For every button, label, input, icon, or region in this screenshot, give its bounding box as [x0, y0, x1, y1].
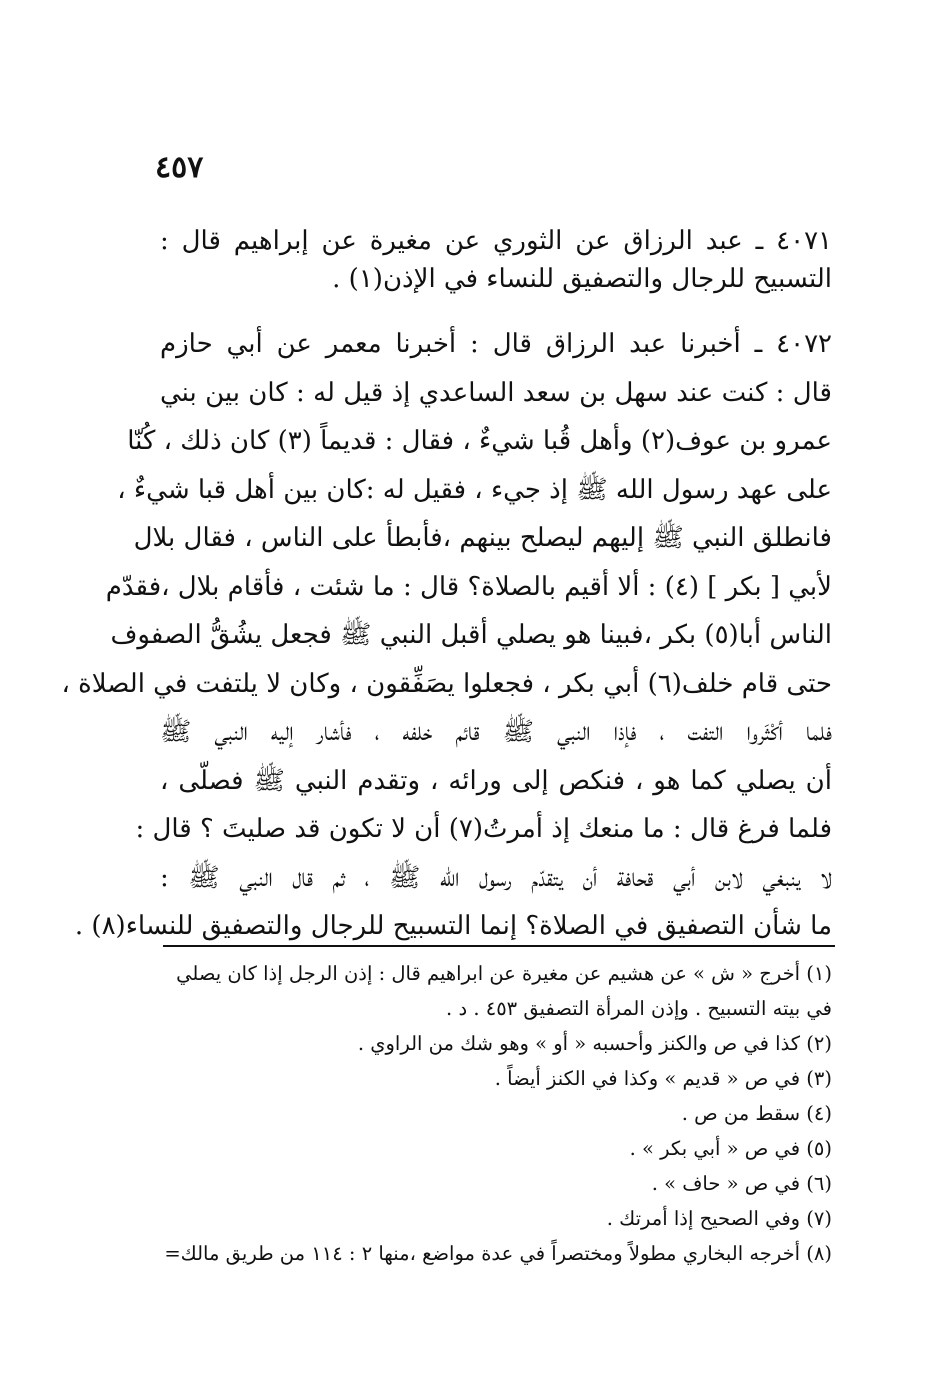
text-line: قال : كنت عند سهل بن سعد الساعدي إذ قيل له : كان بين بني — [160, 377, 832, 408]
text-line: ٤٠٧٢ ـ أخبرنا عبد الرزاق قال : أخبرنا معمر عن أبي حازم — [160, 329, 832, 359]
footnote-4: (٤) سقط من ص . — [681, 1102, 832, 1125]
text-line: فلما أكْثَروا التفت ، فإذا النبي ﷺ قائم خلفه ، فأشار إليه النبي ﷺ — [160, 717, 832, 747]
text-line: ما شأن التصفيق في الصلاة؟ إنما التسبيح للرجال والتصفيق للنساء(٨) . — [74, 911, 832, 941]
footnote-5: (٥) في ص « أبي بكر » . — [629, 1137, 832, 1160]
footnote-2: (٢) كذا في ص والكنز وأحسبه « أو » وهو شك من الراوي . — [357, 1032, 832, 1055]
text-line: حتى قام خلف(٦) أبي بكر ، فجعلوا يصَفِّقون ، وكان لا يلتفت في الصلاة ، — [61, 668, 832, 699]
footnote-3: (٣) في ص « قديم » وكذا في الكنز أيضاً . — [494, 1067, 832, 1090]
hadith-4072 — [61, 320, 832, 951]
page-number: ٤٥٧ — [155, 150, 204, 185]
text-line: على عهد رسول الله ﷺ إذ جيء ، فقيل له :كان بين أهل قبا شيءٌ ، — [117, 474, 832, 505]
text-line: لا ينبغي لابن أبي قحافة أن يتقدّم رسول الله ﷺ ، ثم قال النبي ﷺ : — [160, 862, 832, 893]
footnote-1-continued: في بيته التسبيح . وإذن المرأة التصفيق ٤٥٣ . د . — [446, 997, 832, 1020]
text-line: فلما فرغ قال : ما منعك إذ أمرتُ(٧) أن لا تكون قد صليتَ ؟ قال : — [135, 814, 832, 844]
main-text — [61, 222, 832, 973]
text-line: الناس أبا(٥) بكر ،فبينا هو يصلي أقبل النبي ﷺ فجعل يشُقُّ الصفوف — [110, 620, 832, 650]
footnote-8: (٨) أخرجه البخاري مطولاً ومختصراً في عدة مواضع ،منها ٢ : ١١٤ من طريق مالك= — [164, 1242, 832, 1265]
text-line: لأبي [ بكر ] (٤) : ألا أقيم بالصلاة؟ قال : ما شئت ، فأقام بلال ،فقدّم — [105, 571, 832, 602]
hadith-4071 — [160, 222, 832, 298]
text-line: ٤٠٧١ ـ عبد الرزاق عن الثوري عن مغيرة عن إبراهيم قال : — [160, 226, 832, 256]
text-line: التسبيح للرجال والتصفيق للنساء في الإذن(١) . — [332, 264, 832, 294]
text-line: عمرو بن عوف(٢) وأهل قُبا شيءٌ ، فقال : قديماً (٣) كان ذلك ، كُنّا — [127, 426, 832, 456]
text-line: أن يصلي كما هو ، فنكص إلى ورائه ، وتقدم النبي ﷺ فصلّى ، — [160, 765, 832, 796]
footnote-divider — [163, 945, 835, 947]
footnote-7: (٧) وفي الصحيح إذا أمرتك . — [606, 1207, 832, 1230]
text-line: فانطلق النبي ﷺ إليهم ليصلح بينهم ،فأبطأ على الناس ، فقال بلال — [133, 523, 832, 553]
footnote-1: (١) أخرج « ش » عن هشيم عن مغيرة عن ابراهيم قال : إذن الرجل إذا كان يصلي — [176, 962, 832, 985]
footnotes — [160, 956, 832, 1271]
footnote-6: (٦) في ص « حاف » . — [651, 1172, 832, 1195]
